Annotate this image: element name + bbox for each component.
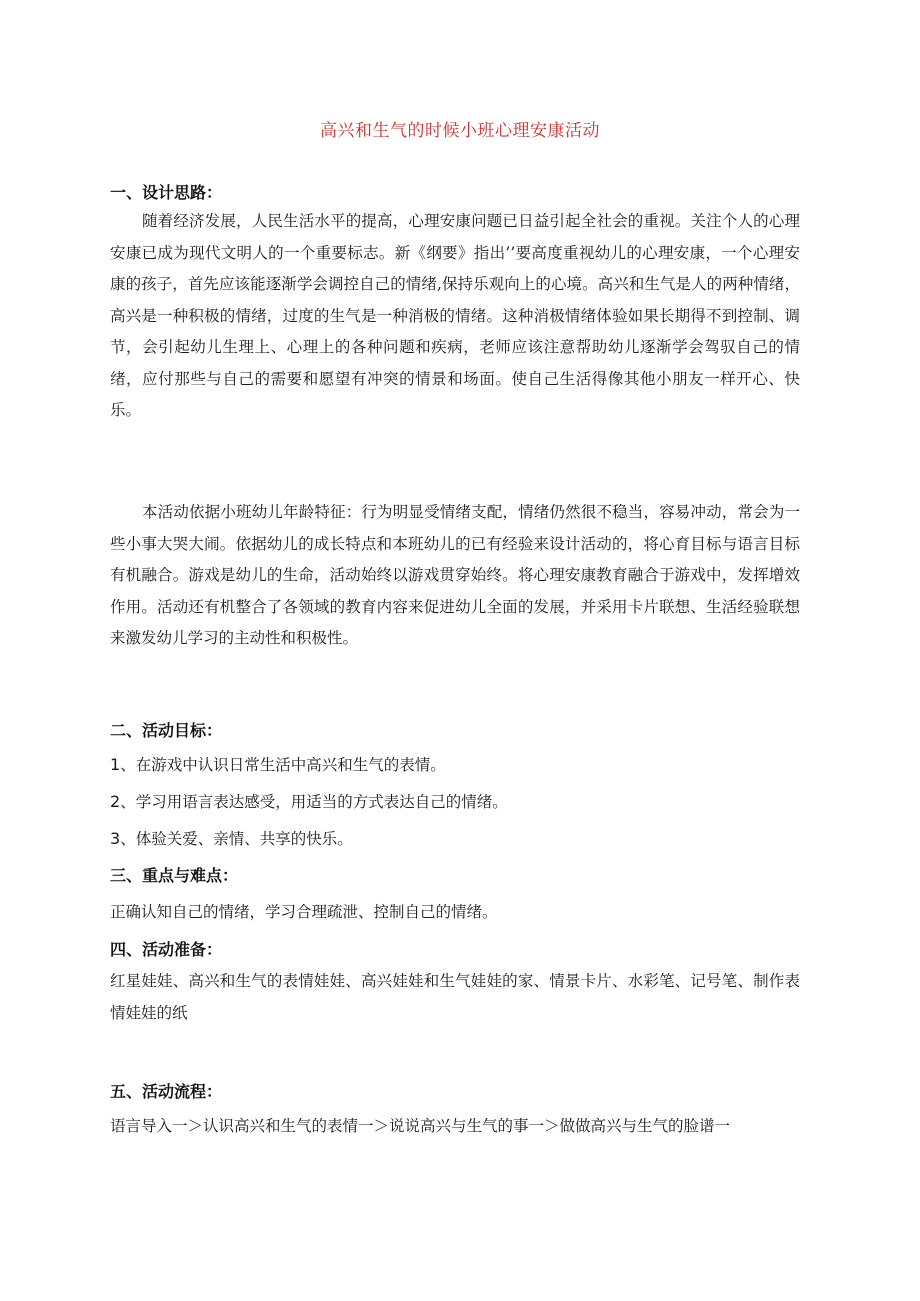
goal-item-number: 2	[110, 792, 121, 811]
goal-item-text: 、在游戏中认识日常生活中高兴和生气的表情。	[120, 756, 446, 774]
goal-item-text: 、学习用语言表达感受，用适当的方式表达自己的情绪。	[120, 793, 508, 811]
goal-item-number: 1	[110, 755, 121, 774]
section-heading-preparation: 四、活动准备：	[110, 940, 223, 959]
document-title: 高兴和生气的时候小班心理安康活动	[320, 121, 600, 141]
section-heading-key-points: 三、重点与难点：	[110, 866, 239, 885]
goal-item	[110, 827, 353, 849]
section-heading-goals: 二、活动目标：	[110, 721, 223, 740]
design-paragraph-1: 随着经济发展，人民生活水平的提高，心理安康问题已日益引起全社会的重视。关注个人的心理安康已成为现代文明人的一个重要标志。新《纲要》指出’’要高度重视幼儿的心理安康，一个心理安康的孩子，首先应该能逐渐学会调控自己的情绪,保持乐观向上的心境。高兴和生气是人的两种情绪，高兴是一种积极的情绪，过度的生气是一种消极的情绪。这种消极情绪体验如果长期得不到控制、调节，会引起幼儿生理上、心理上的各种问题和疾病，老师应该注意帮助幼儿逐渐学会驾驭自己的情绪，应付那些与自己的需要和愿望有冲突的情景和场面。使自己生活得像其他小朋友一样开心、快乐。	[110, 212, 800, 419]
goal-item	[110, 753, 446, 775]
goal-item	[110, 790, 508, 812]
design-paragraph-2: 本活动依据小班幼儿年龄特征：行为明显受情绪支配，情绪仍然很不稳当，容易冲动，常会为一些小事大哭大闹。依据幼儿的成长特点和本班幼儿的已有经验来设计活动的，将心育目标与语言目标有机融合。游戏是幼儿的生命，活动始终以游戏贯穿始终。将心理安康教育融合于游戏中，发挥增效作用。活动还有机整合了各领域的教育内容来促进幼儿全面的发展，并采用卡片联想、生活经验联想来激发幼儿学习的主动性和积极性。	[110, 503, 800, 647]
process-text: 语言导入一＞认识高兴和生气的表情一＞说说高兴与生气的事一＞做做高兴与生气的脸谱一	[110, 1117, 731, 1135]
section-heading-design: 一、设计思路：	[110, 183, 223, 202]
preparation-text: 红星娃娃、高兴和生气的表情娃娃、高兴娃娃和生气娃娃的家、情景卡片、水彩笔、记号笔、制作表情娃娃的纸	[110, 972, 800, 1022]
key-points-text: 正确认知自己的情绪，学习合理疏泄、控制自己的情绪。	[110, 903, 498, 921]
goal-item-text: 、体验关爱、亲情、共享的快乐。	[120, 830, 353, 848]
section-heading-process: 五、活动流程：	[110, 1082, 223, 1101]
goal-item-number: 3	[110, 829, 121, 848]
